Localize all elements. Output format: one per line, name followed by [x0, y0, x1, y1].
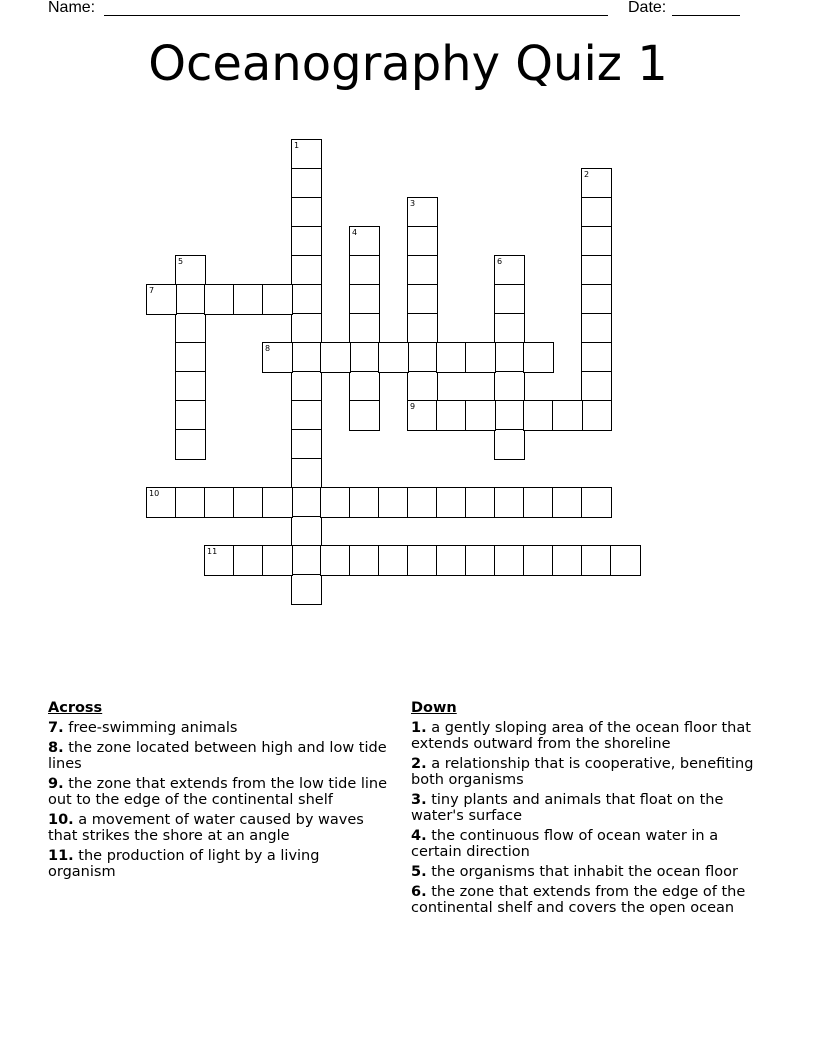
across-clues — [48, 700, 388, 884]
crossword-cell[interactable] — [407, 255, 438, 286]
crossword-cell[interactable] — [320, 545, 351, 576]
crossword-cell[interactable] — [175, 313, 206, 344]
crossword-cell[interactable] — [581, 400, 612, 431]
down-clue — [411, 756, 761, 788]
across-heading: Across — [48, 700, 103, 716]
crossword-cell[interactable] — [233, 487, 264, 518]
clue-text: the production of light by a living organism — [48, 848, 320, 880]
crossword-cell[interactable] — [291, 371, 322, 402]
date-label: Date: — [628, 0, 667, 16]
clue-text: a gently sloping area of the ocean floor that extends outward from the shoreline — [411, 720, 751, 752]
down-clues — [411, 700, 761, 920]
crossword-cell[interactable] — [523, 545, 554, 576]
crossword-cell[interactable] — [407, 313, 438, 344]
crossword-cell[interactable] — [494, 313, 525, 344]
crossword-cell[interactable] — [581, 371, 612, 402]
crossword-cell[interactable] — [436, 342, 467, 373]
clue-text: a relationship that is cooperative, benefiting both organisms — [411, 756, 754, 788]
clue-number: 2 — [584, 170, 590, 179]
crossword-cell[interactable] — [262, 545, 293, 576]
clue-number-label: 8. — [48, 740, 64, 756]
crossword-cell[interactable] — [349, 255, 380, 286]
down-clue — [411, 792, 761, 824]
crossword-cell[interactable] — [581, 168, 612, 199]
down-clue — [411, 864, 761, 880]
crossword-cell[interactable] — [262, 487, 293, 518]
crossword-cell[interactable] — [378, 487, 409, 518]
clue-number: 3 — [410, 199, 416, 208]
across-clue — [48, 812, 388, 844]
crossword-cell[interactable] — [233, 545, 264, 576]
crossword-cell[interactable] — [465, 487, 496, 518]
crossword-cell[interactable] — [407, 342, 438, 373]
crossword-cell[interactable] — [175, 371, 206, 402]
crossword-cell[interactable] — [320, 342, 351, 373]
crossword-cell[interactable] — [291, 545, 322, 576]
crossword-cell[interactable] — [291, 487, 322, 518]
crossword-cell[interactable] — [175, 255, 206, 286]
crossword-cell[interactable] — [465, 400, 496, 431]
crossword-cell[interactable] — [494, 487, 525, 518]
clue-number: 10 — [149, 489, 160, 498]
crossword-cell[interactable] — [349, 371, 380, 402]
clue-number: 5 — [178, 257, 184, 266]
crossword-cell[interactable] — [291, 429, 322, 460]
crossword-cell[interactable] — [581, 284, 612, 315]
crossword-cell[interactable] — [494, 371, 525, 402]
crossword-cell[interactable] — [291, 255, 322, 286]
crossword-cell[interactable] — [581, 197, 612, 228]
crossword-cell[interactable] — [378, 545, 409, 576]
crossword-cell[interactable] — [581, 545, 612, 576]
crossword-cell[interactable] — [407, 284, 438, 315]
crossword-cell[interactable] — [581, 313, 612, 344]
crossword-cell[interactable] — [581, 226, 612, 257]
clue-text: the zone that extends from the low tide line out to the edge of the continental shelf — [48, 776, 388, 808]
crossword-cell[interactable] — [494, 545, 525, 576]
clue-number-label: 6. — [411, 884, 427, 900]
across-clue — [48, 776, 388, 808]
clue-number-label: 2. — [411, 756, 427, 772]
crossword-cell[interactable] — [552, 545, 583, 576]
clue-text: the zone located between high and low tide lines — [48, 740, 387, 772]
page-title: Oceanography Quiz 1 — [148, 36, 668, 92]
crossword-cell[interactable] — [349, 487, 380, 518]
clue-number-label: 9. — [48, 776, 64, 792]
crossword-cell[interactable] — [349, 284, 380, 315]
clue-number-label: 5. — [411, 864, 427, 880]
crossword-cell[interactable] — [436, 400, 467, 431]
crossword-cell[interactable] — [291, 139, 322, 170]
clue-text: the organisms that inhabit the ocean floor — [426, 864, 738, 880]
crossword-cell[interactable] — [291, 574, 322, 605]
crossword-cell[interactable] — [436, 545, 467, 576]
clue-number-label: 4. — [411, 828, 427, 844]
clue-text: a movement of water caused by waves that strikes the shore at an angle — [48, 812, 364, 844]
crossword-cell[interactable] — [175, 342, 206, 373]
clue-number-label: 1. — [411, 720, 427, 736]
crossword-cell[interactable] — [552, 400, 583, 431]
crossword-cell[interactable] — [494, 284, 525, 315]
crossword-cell[interactable] — [175, 400, 206, 431]
clue-number: 9 — [410, 402, 416, 411]
clue-number: 1 — [294, 141, 300, 150]
crossword-cell[interactable] — [233, 284, 264, 315]
crossword-cell[interactable] — [146, 284, 177, 315]
crossword-cell[interactable] — [291, 284, 322, 315]
crossword-cell[interactable] — [581, 487, 612, 518]
crossword-cell[interactable] — [407, 371, 438, 402]
crossword-cell[interactable] — [581, 255, 612, 286]
down-clue — [411, 720, 761, 752]
crossword-cell[interactable] — [175, 429, 206, 460]
crossword-cell[interactable] — [349, 545, 380, 576]
crossword-cell[interactable] — [552, 487, 583, 518]
crossword-cell[interactable] — [291, 342, 322, 373]
crossword-cell[interactable] — [523, 400, 554, 431]
clue-text: the continuous flow of ocean water in a certain direction — [411, 828, 719, 860]
crossword-cell[interactable] — [494, 429, 525, 460]
crossword-cell[interactable] — [175, 487, 206, 518]
crossword-cell[interactable] — [494, 400, 525, 431]
crossword-cell[interactable] — [175, 284, 206, 315]
clue-number: 4 — [352, 228, 358, 237]
across-clue — [48, 848, 388, 880]
across-clue — [48, 720, 388, 736]
crossword-cell[interactable] — [494, 342, 525, 373]
crossword-cell[interactable] — [146, 487, 177, 518]
crossword-cell[interactable] — [378, 342, 409, 373]
crossword-cell[interactable] — [291, 168, 322, 199]
crossword-cell[interactable] — [291, 197, 322, 228]
crossword-cell[interactable] — [291, 400, 322, 431]
clue-number-label: 10. — [48, 812, 74, 828]
clue-number: 11 — [207, 547, 218, 556]
clue-text: tiny plants and animals that float on the water's surface — [411, 792, 724, 824]
crossword-cell[interactable] — [407, 226, 438, 257]
clue-number-label: 3. — [411, 792, 427, 808]
down-clue — [411, 828, 761, 860]
crossword-cell[interactable] — [407, 400, 438, 431]
crossword-cell[interactable] — [204, 545, 235, 576]
crossword-cell[interactable] — [349, 400, 380, 431]
crossword-cell[interactable] — [610, 545, 641, 576]
down-heading: Down — [411, 700, 457, 716]
clue-text: the zone that extends from the edge of the continental shelf and covers the open ocean — [411, 884, 746, 916]
crossword-cell[interactable] — [291, 226, 322, 257]
crossword-cell[interactable] — [204, 487, 235, 518]
crossword-cell[interactable] — [291, 313, 322, 344]
crossword-cell[interactable] — [407, 197, 438, 228]
crossword-cell[interactable] — [349, 226, 380, 257]
crossword-cell[interactable] — [291, 516, 322, 547]
crossword-cell[interactable] — [320, 487, 351, 518]
crossword-cell[interactable] — [349, 313, 380, 344]
crossword-cell[interactable] — [262, 284, 293, 315]
name-label: Name: — [48, 0, 96, 16]
crossword-cell[interactable] — [204, 284, 235, 315]
crossword-cell[interactable] — [436, 487, 467, 518]
crossword-cell[interactable] — [523, 342, 554, 373]
crossword-cell[interactable] — [262, 342, 293, 373]
crossword-cell[interactable] — [465, 342, 496, 373]
clue-number-label: 11. — [48, 848, 74, 864]
crossword-cell[interactable] — [494, 255, 525, 286]
clue-number: 8 — [265, 344, 271, 353]
clue-text: free-swimming animals — [63, 720, 238, 736]
crossword-cell[interactable] — [407, 545, 438, 576]
down-clue — [411, 884, 761, 916]
crossword-cell[interactable] — [291, 458, 322, 489]
clue-number: 6 — [497, 257, 503, 266]
crossword-cell[interactable] — [523, 487, 554, 518]
clue-number-label: 7. — [48, 720, 64, 736]
crossword-cell[interactable] — [349, 342, 380, 373]
crossword-cell[interactable] — [465, 545, 496, 576]
crossword-cell[interactable] — [581, 342, 612, 373]
clue-number: 7 — [149, 286, 155, 295]
across-clue — [48, 740, 388, 772]
crossword-cell[interactable] — [407, 487, 438, 518]
